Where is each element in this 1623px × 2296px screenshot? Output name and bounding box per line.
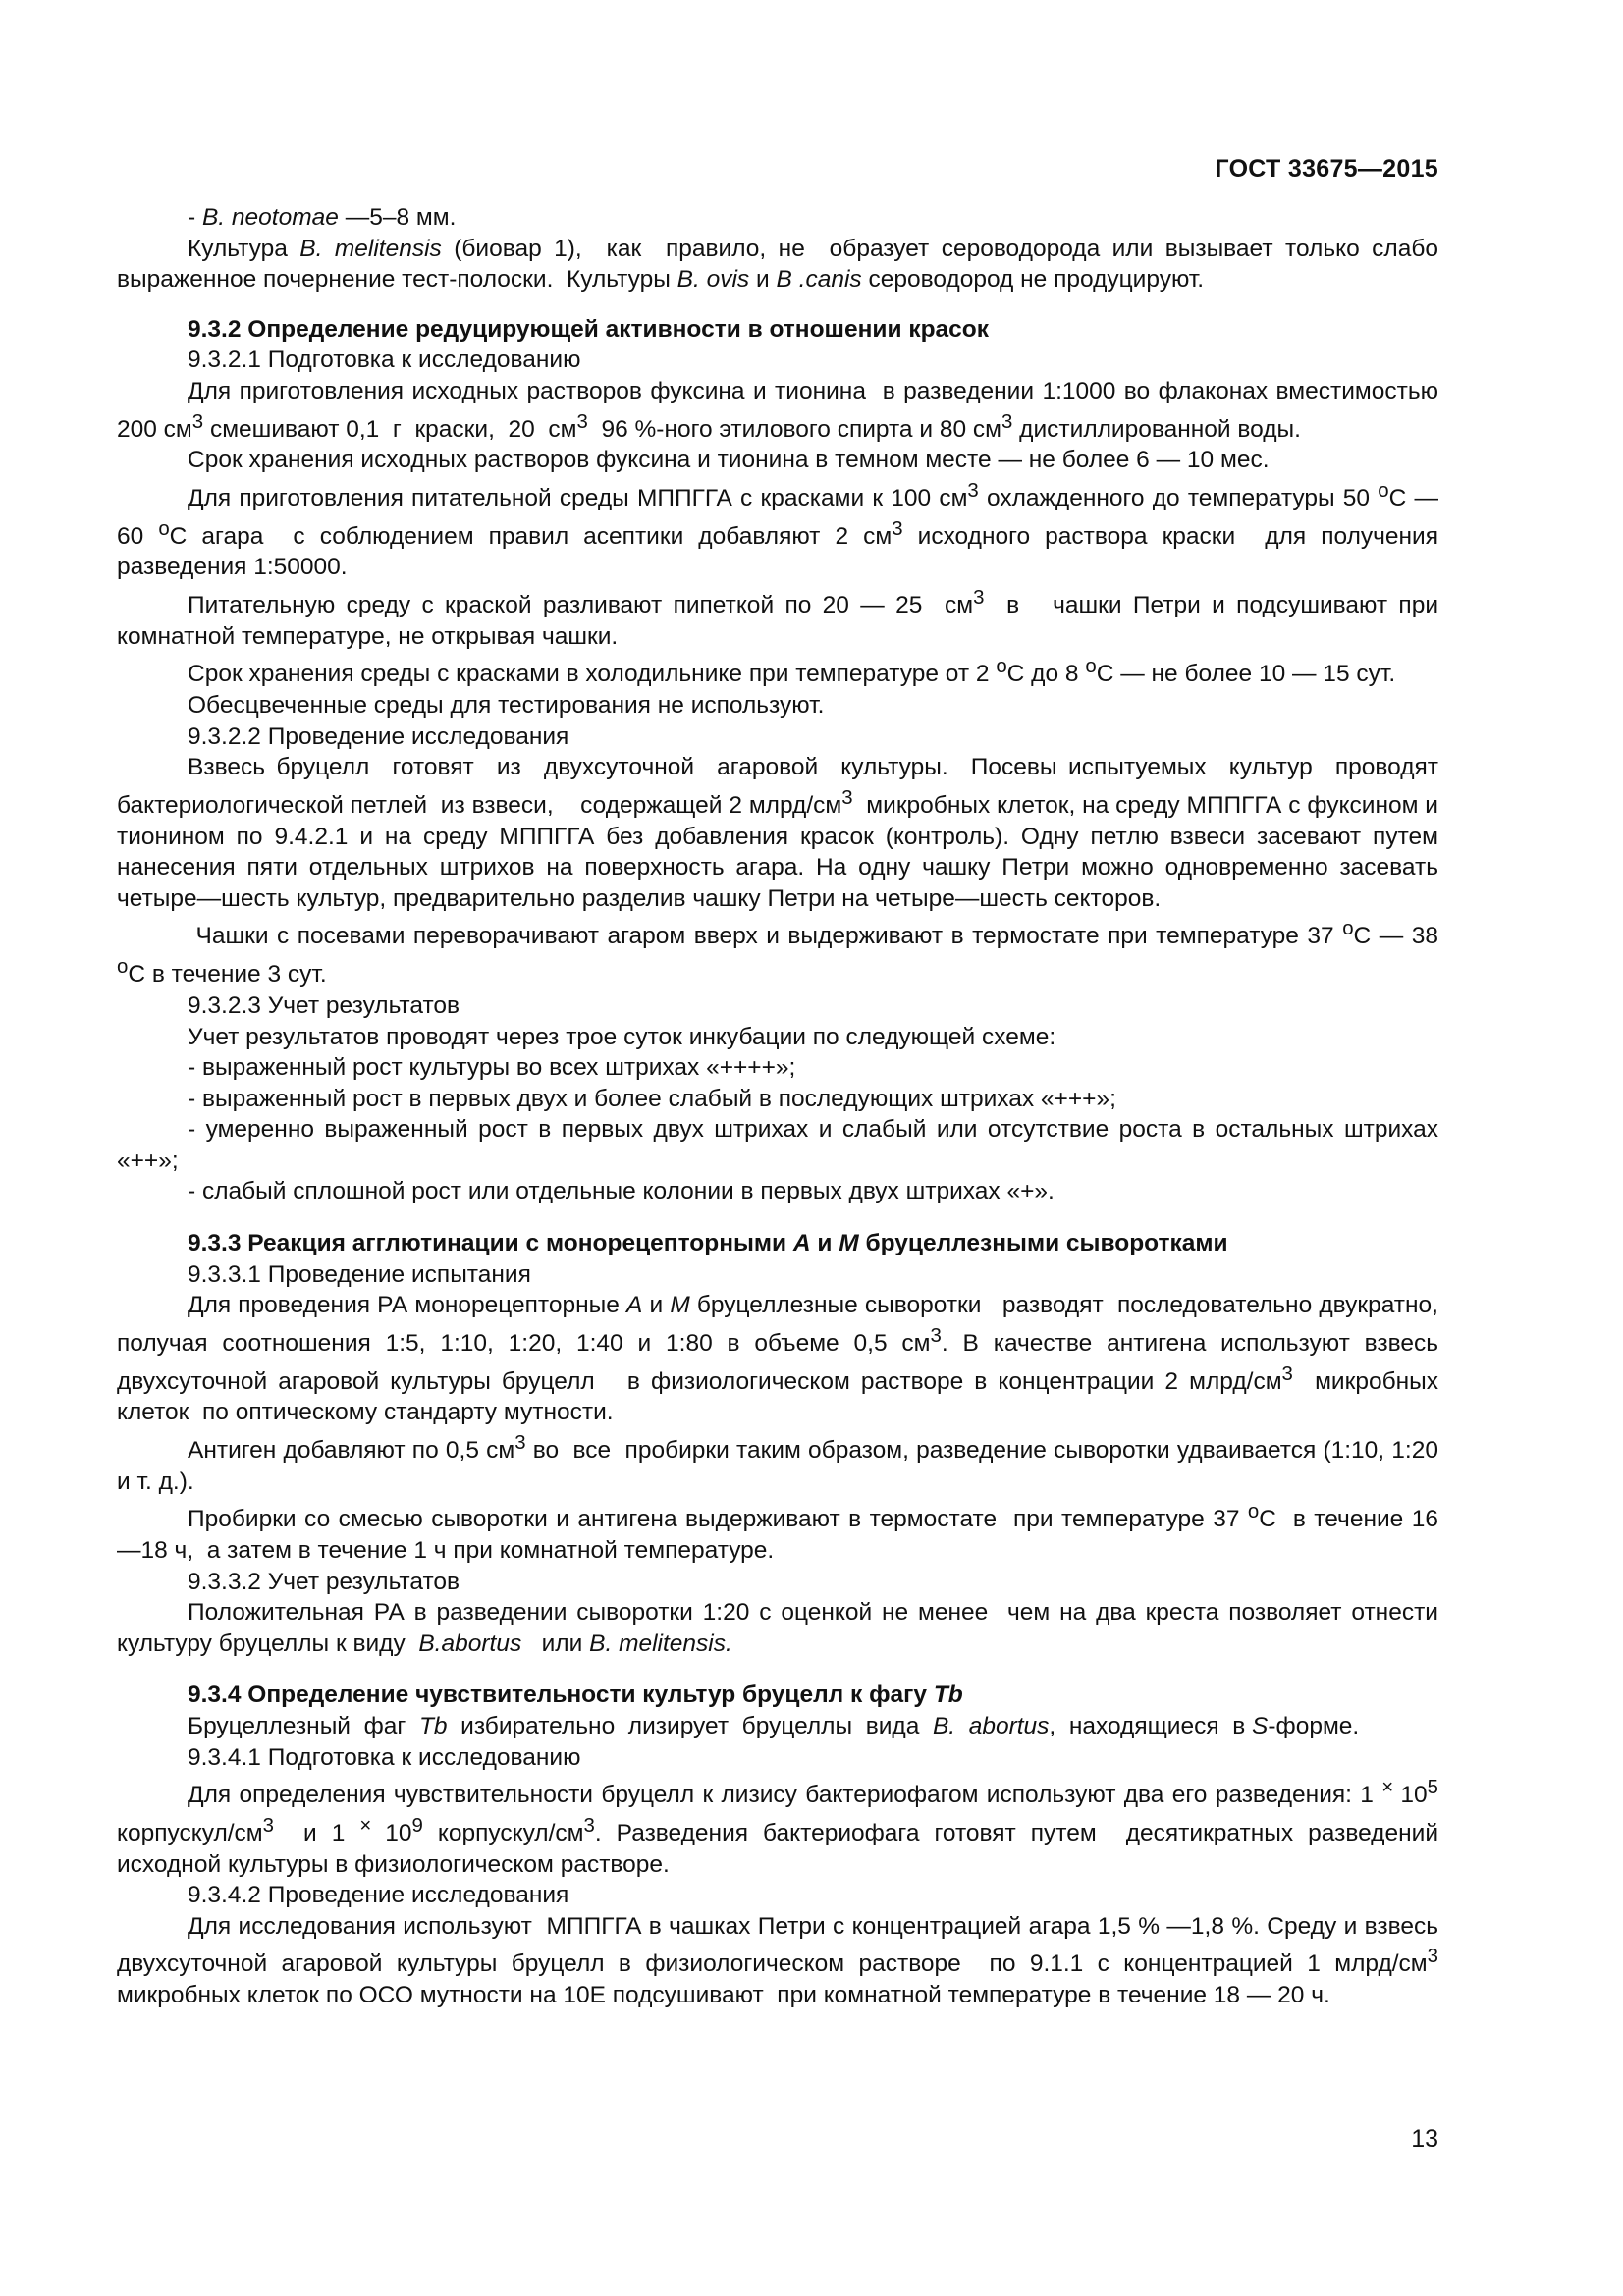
paragraph: Бруцеллезный фаг Tb избирательно лизирует бруцеллы вида B. abortus, находящиеся в S-форме.	[188, 1713, 1360, 1739]
section-heading-9-3-3: 9.3.3 Реакция агглютинации с монорецепторными А и М бруцеллезными сыворотками	[188, 1230, 1228, 1257]
standard-header: ГОСТ 33675—2015	[1215, 155, 1438, 183]
list-item: - выраженный рост в первых двух и более слабый в последующих штрихах «+++»;	[188, 1085, 1116, 1112]
paragraph: Чашки с посевами переворачивают агаром вверх и выдерживают в термостате при температуре 37 $^o$С — 38 $^o$С в течение 3 сут.	[117, 918, 1445, 988]
page-content	[117, 202, 1452, 2011]
paragraph: Для определения чувствительности бруцелл к лизису бактериофагом используют два его разведения: 1 × $10^5$ корпускул/$см^3$ и 1 × $10^9$ корпускул/$см^3$. Разведения бактериофага готовят путем десятикратных разведений исходной культуры в физиологическом растворе.	[117, 1777, 1445, 1878]
paragraph: Для приготовления питательной среды МППГГА с красками к 100 $см^3$ охлажденного до температуры 50 $^o$С — 60 $^o$С агара с соблюдением правил асептики добавляют 2 $см^3$ исходного раствора краски для получения разведения 1:50000.	[117, 479, 1445, 581]
paragraph: Антиген добавляют по 0,5 $см^3$ во все пробирки таким образом, разведение сыворотки удваивается (1:10, 1:20 и т. д.).	[117, 1431, 1445, 1495]
section-heading-9-3-2: 9.3.2 Определение редуцирующей активности в отношении красок	[188, 315, 990, 343]
intro-paragraph: Культура B. melitensis (биовар 1), как правило, не образует сероводорода или вызывает только слабо выраженное почернение тест-полоски. Культуры B. ovis и B .canis сероводород не продуцируют.	[117, 235, 1445, 294]
subsection-9-3-3-1: 9.3.3.1 Проведение испытания	[188, 1260, 531, 1288]
subsection-9-3-2-1: 9.3.2.1 Подготовка к исследованию	[188, 347, 581, 374]
list-item: - умеренно выраженный рост в первых двух штрихах и слабый или отсутствие роста в остальных штрихах «++»;	[117, 1116, 1438, 1174]
list-item: - выраженный рост культуры во всех штрихах «++++»;	[188, 1054, 796, 1082]
intro-neotomae: - B. neotomae —5–8 мм.	[188, 204, 457, 231]
paragraph: Учет результатов проводят через трое суток инкубации по следующей схеме:	[188, 1023, 1056, 1050]
page-number: 13	[1411, 2125, 1438, 2153]
paragraph: Срок хранения исходных растворов фуксина и тионина в темном месте — не более 6 — 10 мес.	[188, 447, 1270, 474]
subsection-9-3-4-1: 9.3.4.1 Подготовка к исследованию	[188, 1743, 581, 1771]
paragraph: Для приготовления исходных растворов фуксина и тионина в разведении 1:1000 во флаконах вместимостью 200 $см^3$ смешивают 0,1 г краски, 20 $см^3$ 96 %-ного этилового спирта и 80 $см^3$ дистиллированной воды.	[117, 377, 1445, 443]
subsection-9-3-4-2: 9.3.4.2 Проведение исследования	[188, 1882, 569, 1909]
paragraph: Положительная РА в разведении сыворотки 1:20 с оценкой не менее чем на два креста позволяет отнести культуру бруцеллы к виду B.abortus или B. melitensis.	[117, 1599, 1445, 1657]
paragraph: Для проведения РА монорецепторные А и М бруцеллезные сыворотки разводят последовательно двукратно, получая соотношения 1:5, 1:10, 1:20, 1:40 и 1:80 в объеме 0,5 $см^3$. В качестве антигена используют взвесь двухсуточной агаровой культуры бруцелл в физиологическом растворе в концентрации 2 млрд/$см^3$ микробных клеток по оптическому стандарту мутности.	[117, 1292, 1445, 1426]
paragraph: Срок хранения среды с красками в холодильнике при температуре от 2 $^o$С до 8 $^o$С — не более 10 — 15 сут.	[188, 656, 1396, 688]
paragraph: Взвесь бруцелл готовят из двухсуточной агаровой культуры. Посевы испытуемых культур проводят бактериологической петлей из взвеси, содержащей 2 млрд/$см^3$ микробных клеток, на среду МППГГА с фуксином и тионином по 9.4.2.1 и на среду МППГГА без добавления красок (контроль). Одну петлю взвеси засевают путем нанесения пяти отдельных штрихов на поверхность агара. На одну чашку Петри можно одновременно засевать четыре—шесть культур, предварительно разделив чашку Петри на четыре—шесть секторов.	[117, 754, 1452, 912]
paragraph: Обесцвеченные среды для тестирования не используют.	[188, 692, 825, 720]
section-heading-9-3-4: 9.3.4 Определение чувствительности культур бруцелл к фагу Tb	[188, 1682, 963, 1709]
paragraph: Для исследования используют МППГГА в чашках Петри с концентрацией агара 1,5 % —1,8 %. Среду и взвесь двухсуточной агаровой культуры бруцелл в физиологическом растворе по 9.1.1 с концентрацией 1 млрд/$см^3$ микробных клеток по ОСО мутности на 10Е подсушивают при комнатной температуре в течение 18 — 20 ч.	[117, 1912, 1445, 2009]
paragraph: Пробирки со смесью сыворотки и антигена выдерживают в термостате при температуре 37 $^o$С в течение 16 —18 ч, а затем в течение 1 ч при комнатной температуре.	[117, 1501, 1445, 1565]
subsection-9-3-2-3: 9.3.2.3 Учет результатов	[188, 991, 460, 1019]
subsection-9-3-3-2: 9.3.3.2 Учет результатов	[188, 1568, 460, 1595]
list-item: - слабый сплошной рост или отдельные колонии в первых двух штрихах «+».	[188, 1178, 1055, 1205]
paragraph: Питательную среду с краской разливают пипеткой по 20 — 25 $см^3$ в чашки Петри и подсушивают при комнатной температуре, не открывая чашки.	[117, 587, 1445, 650]
subsection-9-3-2-2: 9.3.2.2 Проведение исследования	[188, 722, 569, 750]
